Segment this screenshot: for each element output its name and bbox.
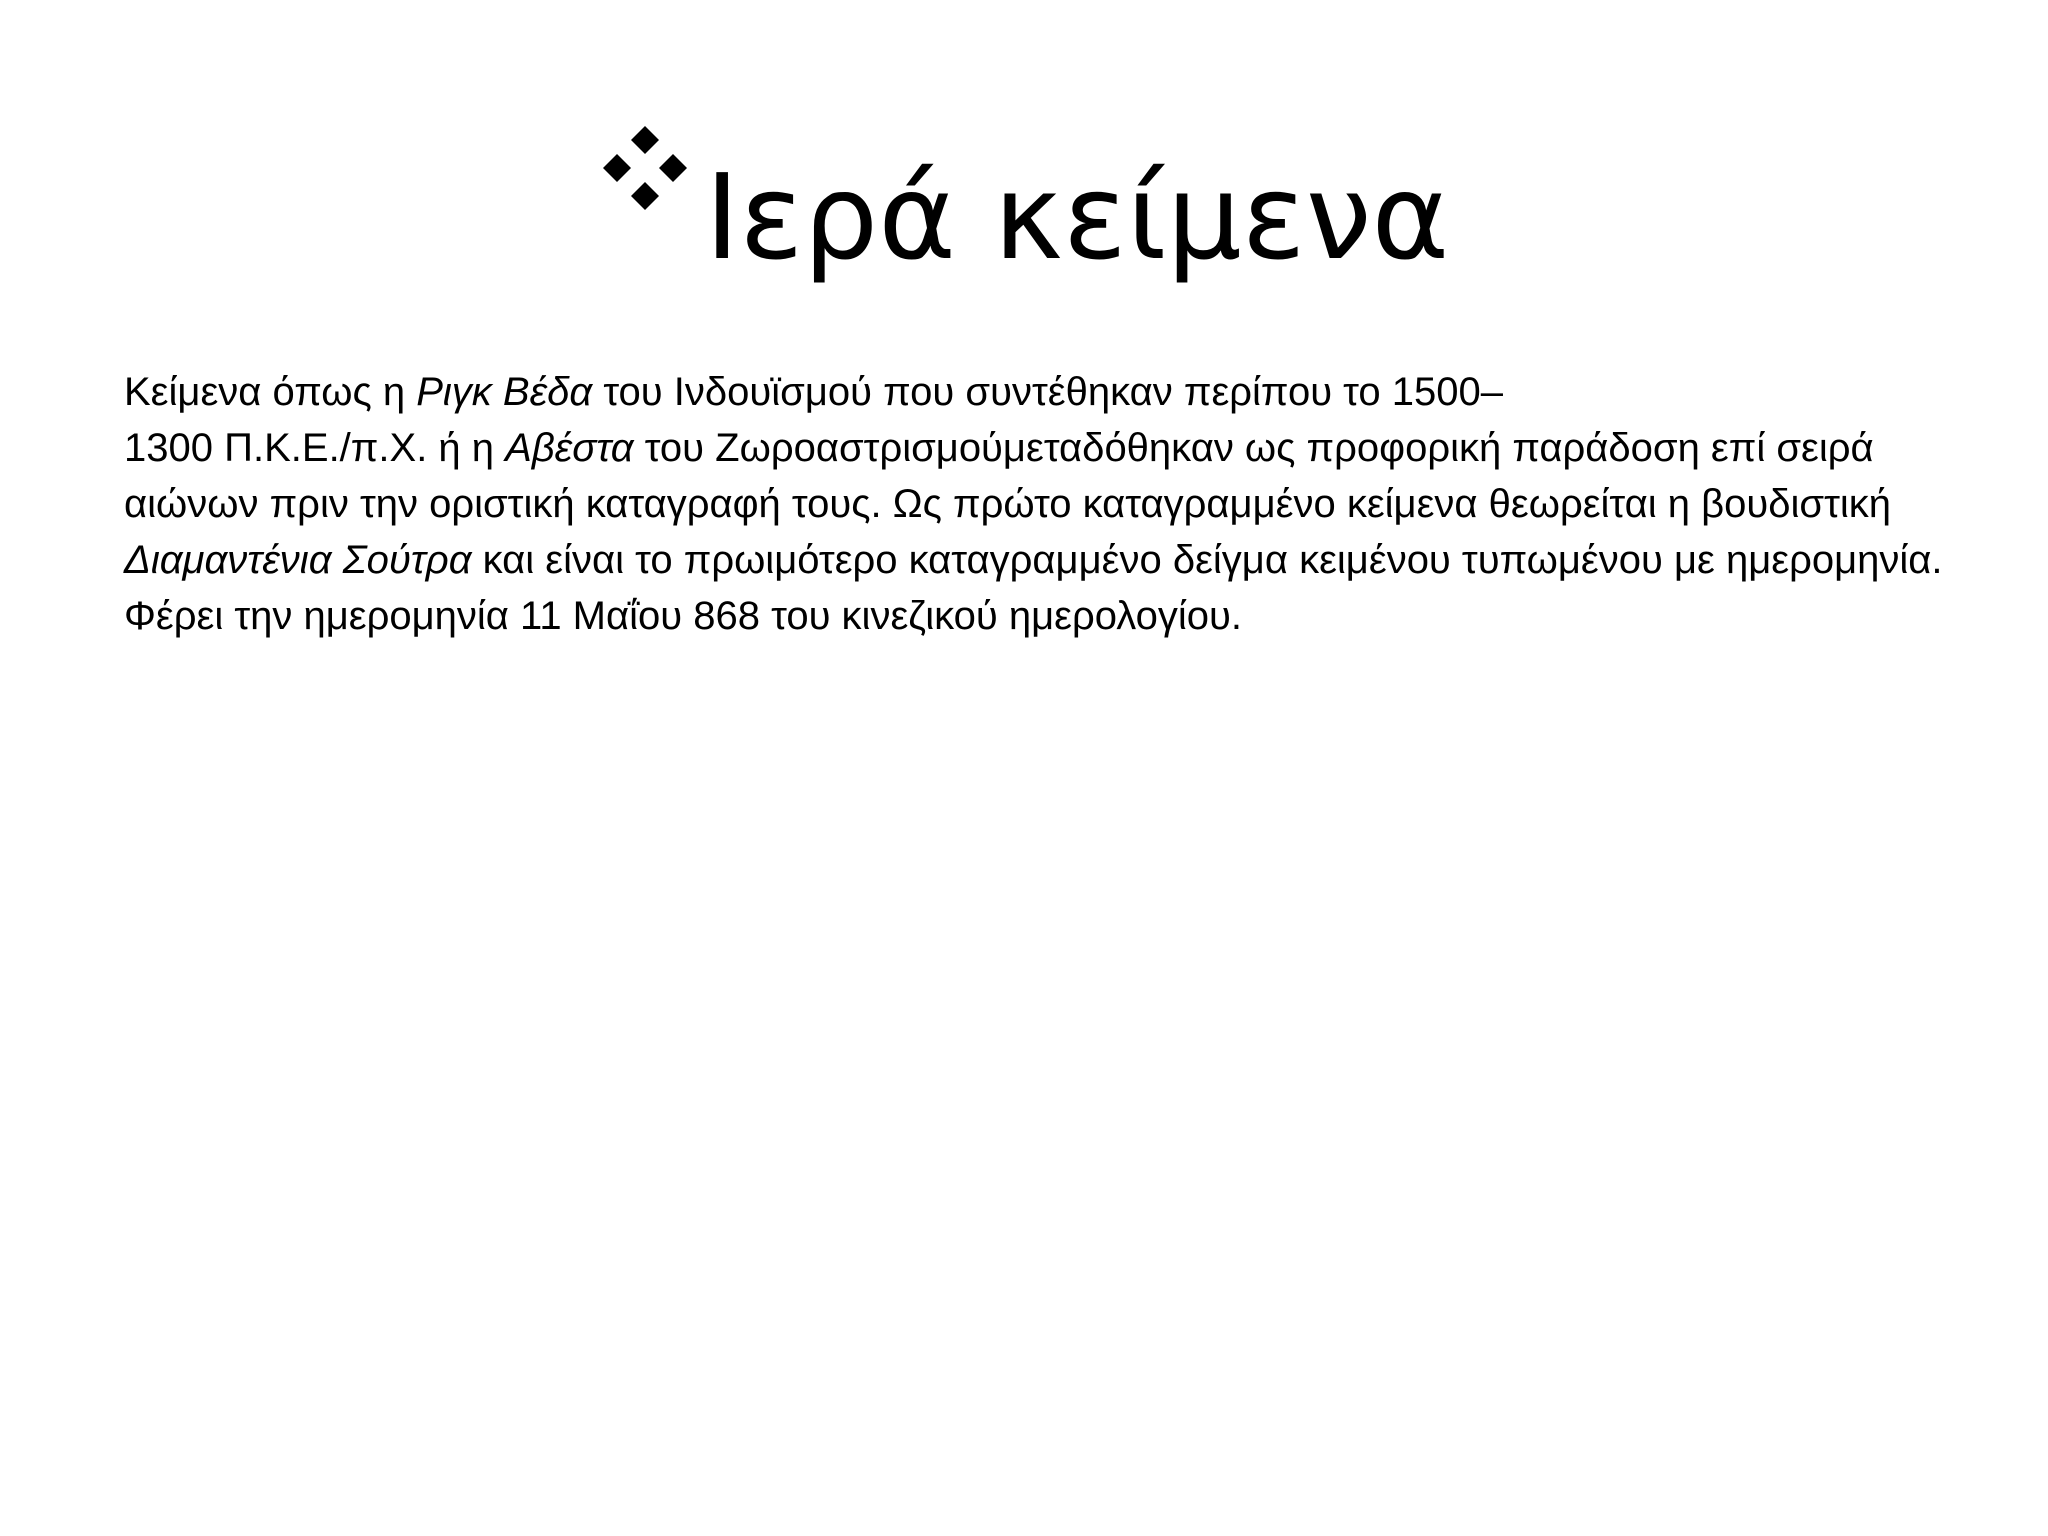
italic-title-diamond-sutra: Διαμαντένια Σούτρα <box>124 538 472 582</box>
text-run: 1300 Π.Κ.Ε./π.Χ. ή η <box>124 426 506 470</box>
text-run: Κείμενα όπως η <box>124 370 417 414</box>
title-text: Ιερά κείμενα <box>704 148 1450 286</box>
text-run: του Ζωροαστρισμούμεταδόθηκαν ως προφορική παράδοση επί σειρά αιώνων πριν την οριστική καταγραφή τους. Ως πρώτο καταγραμμένο κείμενα θεωρείται η βουδιστική <box>124 426 1892 526</box>
body-paragraph <box>124 364 1954 644</box>
text-run: του Ινδουϊσμού που συντέθηκαν περίπου το 1500– <box>592 370 1504 414</box>
italic-title-rig-veda: Ριγκ Βέδα <box>416 370 593 414</box>
italic-title-avesta: Αβέστα <box>505 426 634 470</box>
text-run: και είναι το πρωιμότερο καταγραμμένο δείγμα κειμένου τυπωμένου με ημερομηνία. Φέρει την ημερομηνία 11 Μαΐου 868 του κινεζικού ημερολογίου. <box>124 538 1943 638</box>
four-diamond-bullet-icon <box>599 122 691 214</box>
slide-title <box>0 122 2048 287</box>
